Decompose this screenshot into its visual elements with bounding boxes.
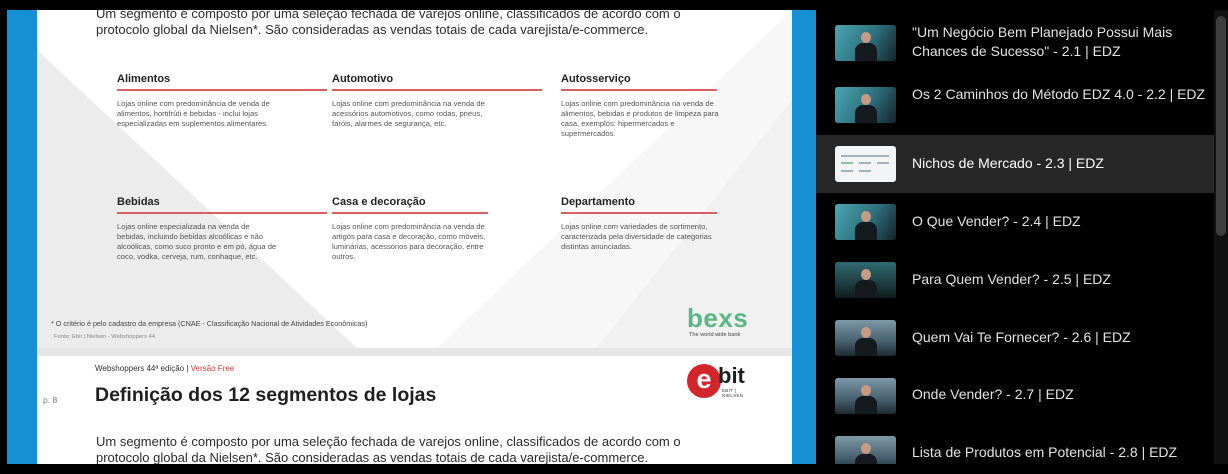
ebit-logo-text: bit xyxy=(718,363,745,388)
segment-card-alimentos xyxy=(117,73,327,129)
segment-title: Bebidas xyxy=(117,196,327,214)
bexs-tagline: The world wide bank xyxy=(689,332,741,338)
segment-description: Lojas online com predominância na venda de acessórios automotivos, como rodas, pneus, faróis, alarmes de segurança, etc. xyxy=(332,99,485,128)
playlist-scrollbar[interactable] xyxy=(1214,10,1228,464)
segment-title: Autosserviço xyxy=(561,73,717,91)
video-player[interactable] xyxy=(7,10,816,464)
slide-source: Fonte: Ebit | Nielsen - Webshoppers 44 xyxy=(54,334,155,340)
video-thumbnail[interactable] xyxy=(835,262,896,298)
video-thumbnail[interactable] xyxy=(835,25,896,61)
slide-footnote: * O critério é pelo cadastro da empresa (CNAE - Classificação Nacional de Atividades Econômicas) xyxy=(51,319,368,328)
playlist-item-title[interactable]: Os 2 Caminhos do Método EDZ 4.0 - 2.2 | EDZ xyxy=(912,86,1206,102)
playlist-item[interactable] xyxy=(816,367,1214,425)
segment-card-departamento xyxy=(561,196,717,252)
playlist-panel xyxy=(816,10,1214,464)
video-thumbnail[interactable] xyxy=(835,378,896,414)
ebit-logo xyxy=(687,364,757,400)
bexs-wordmark: bexs xyxy=(687,303,749,333)
segment-description: Lojas online com variedades de sortimento, caracterizada pela diversidade de categorias distintas anunciadas. xyxy=(561,222,712,251)
playlist-item-title[interactable]: Nichos de Mercado - 2.3 | EDZ xyxy=(912,155,1104,171)
slide-frame xyxy=(37,10,792,464)
segment-description: Lojas online especializada na venda de bebidas, incluindo bebidas alcoólicas e não alcoólicas, como suco pronto e em pó, água de coco, vodka, cerveja, rum, conhaque, etc. xyxy=(117,222,277,261)
playlist-item-current[interactable] xyxy=(816,135,1214,193)
video-thumbnail[interactable] xyxy=(835,146,896,182)
ebit-logo-subtitle: EBIT | NIELSEN xyxy=(722,388,744,398)
playlist-item-title[interactable]: Onde Vender? - 2.7 | EDZ xyxy=(912,386,1074,402)
playlist-item[interactable] xyxy=(816,309,1214,367)
segment-title: Alimentos xyxy=(117,73,327,91)
segment-card-automotivo xyxy=(332,73,542,129)
playlist-item[interactable] xyxy=(816,76,1214,134)
segment-title: Automotivo xyxy=(332,73,542,91)
playlist-item[interactable] xyxy=(816,193,1214,251)
edition-label xyxy=(95,364,234,373)
playlist-item-title[interactable]: Quem Vai Te Fornecer? - 2.6 | EDZ xyxy=(912,329,1131,345)
segment-card-casa-decoracao xyxy=(332,196,488,262)
video-thumbnail[interactable] xyxy=(835,320,896,356)
scrollbar-thumb[interactable] xyxy=(1216,16,1226,236)
video-thumbnail[interactable] xyxy=(835,436,896,464)
segment-description: Lojas online com predominância de venda de alimentos, hortifrúti e bebidas - inclui lojas especializadas em suplementos alimentares. xyxy=(117,99,270,128)
playlist-item[interactable] xyxy=(816,425,1214,464)
playlist-item-title[interactable]: Lista de Produtos em Potencial - 2.8 | EDZ xyxy=(912,444,1178,460)
page-number: p. 8 xyxy=(43,395,58,405)
segment-intro-text: Um segmento é composto por uma seleção fechada de varejos online, classificados de acordo com o protocolo global da Nielsen*. São consideradas as vendas totais de cada varejista/e-commerce. xyxy=(96,10,681,37)
video-thumbnail[interactable] xyxy=(835,204,896,240)
playlist-item-title[interactable]: O Que Vender? - 2.4 | EDZ xyxy=(912,213,1081,229)
playlist-item[interactable] xyxy=(816,11,1214,69)
playlist-item-title[interactable]: Para Quem Vender? - 2.5 | EDZ xyxy=(912,271,1111,287)
bexs-logo xyxy=(687,305,748,338)
segment-description: Lojas online com predominância na venda de artigos para casa e decoração, como móveis, luminárias, acessórios para decoração, entre outros. xyxy=(332,222,486,261)
edition-free-badge: Versão Free xyxy=(190,364,235,373)
ebit-logo-e: e xyxy=(687,364,721,398)
video-thumbnail[interactable] xyxy=(835,87,896,123)
segment-card-autosservico xyxy=(561,73,717,139)
segment-intro-text-repeat: Um segmento é composto por uma seleção fechada de varejos online, classificados de acordo com o protocolo global da Nielsen*. São consideradas as vendas totais de cada varejista/e-commerce. xyxy=(96,434,681,464)
segment-card-bebidas xyxy=(117,196,327,262)
segment-title: Departamento xyxy=(561,196,717,214)
page-divider xyxy=(37,348,792,356)
edition-text: Webshoppers 44ª edição | xyxy=(95,364,189,373)
segment-title: Casa e decoração xyxy=(332,196,488,214)
playlist-item-title[interactable]: "Um Negócio Bem Planejado Possui Mais Chances de Sucesso" - 2.1 | EDZ xyxy=(912,24,1173,59)
playlist-item[interactable] xyxy=(816,251,1214,309)
segment-description: Lojas online com predominância na venda de alimentos, bebidas e produtos de limpeza para casa, exemplos: hipermercados e supermercados. xyxy=(561,99,719,138)
page-title: Definição dos 12 segmentos de lojas xyxy=(95,384,437,406)
